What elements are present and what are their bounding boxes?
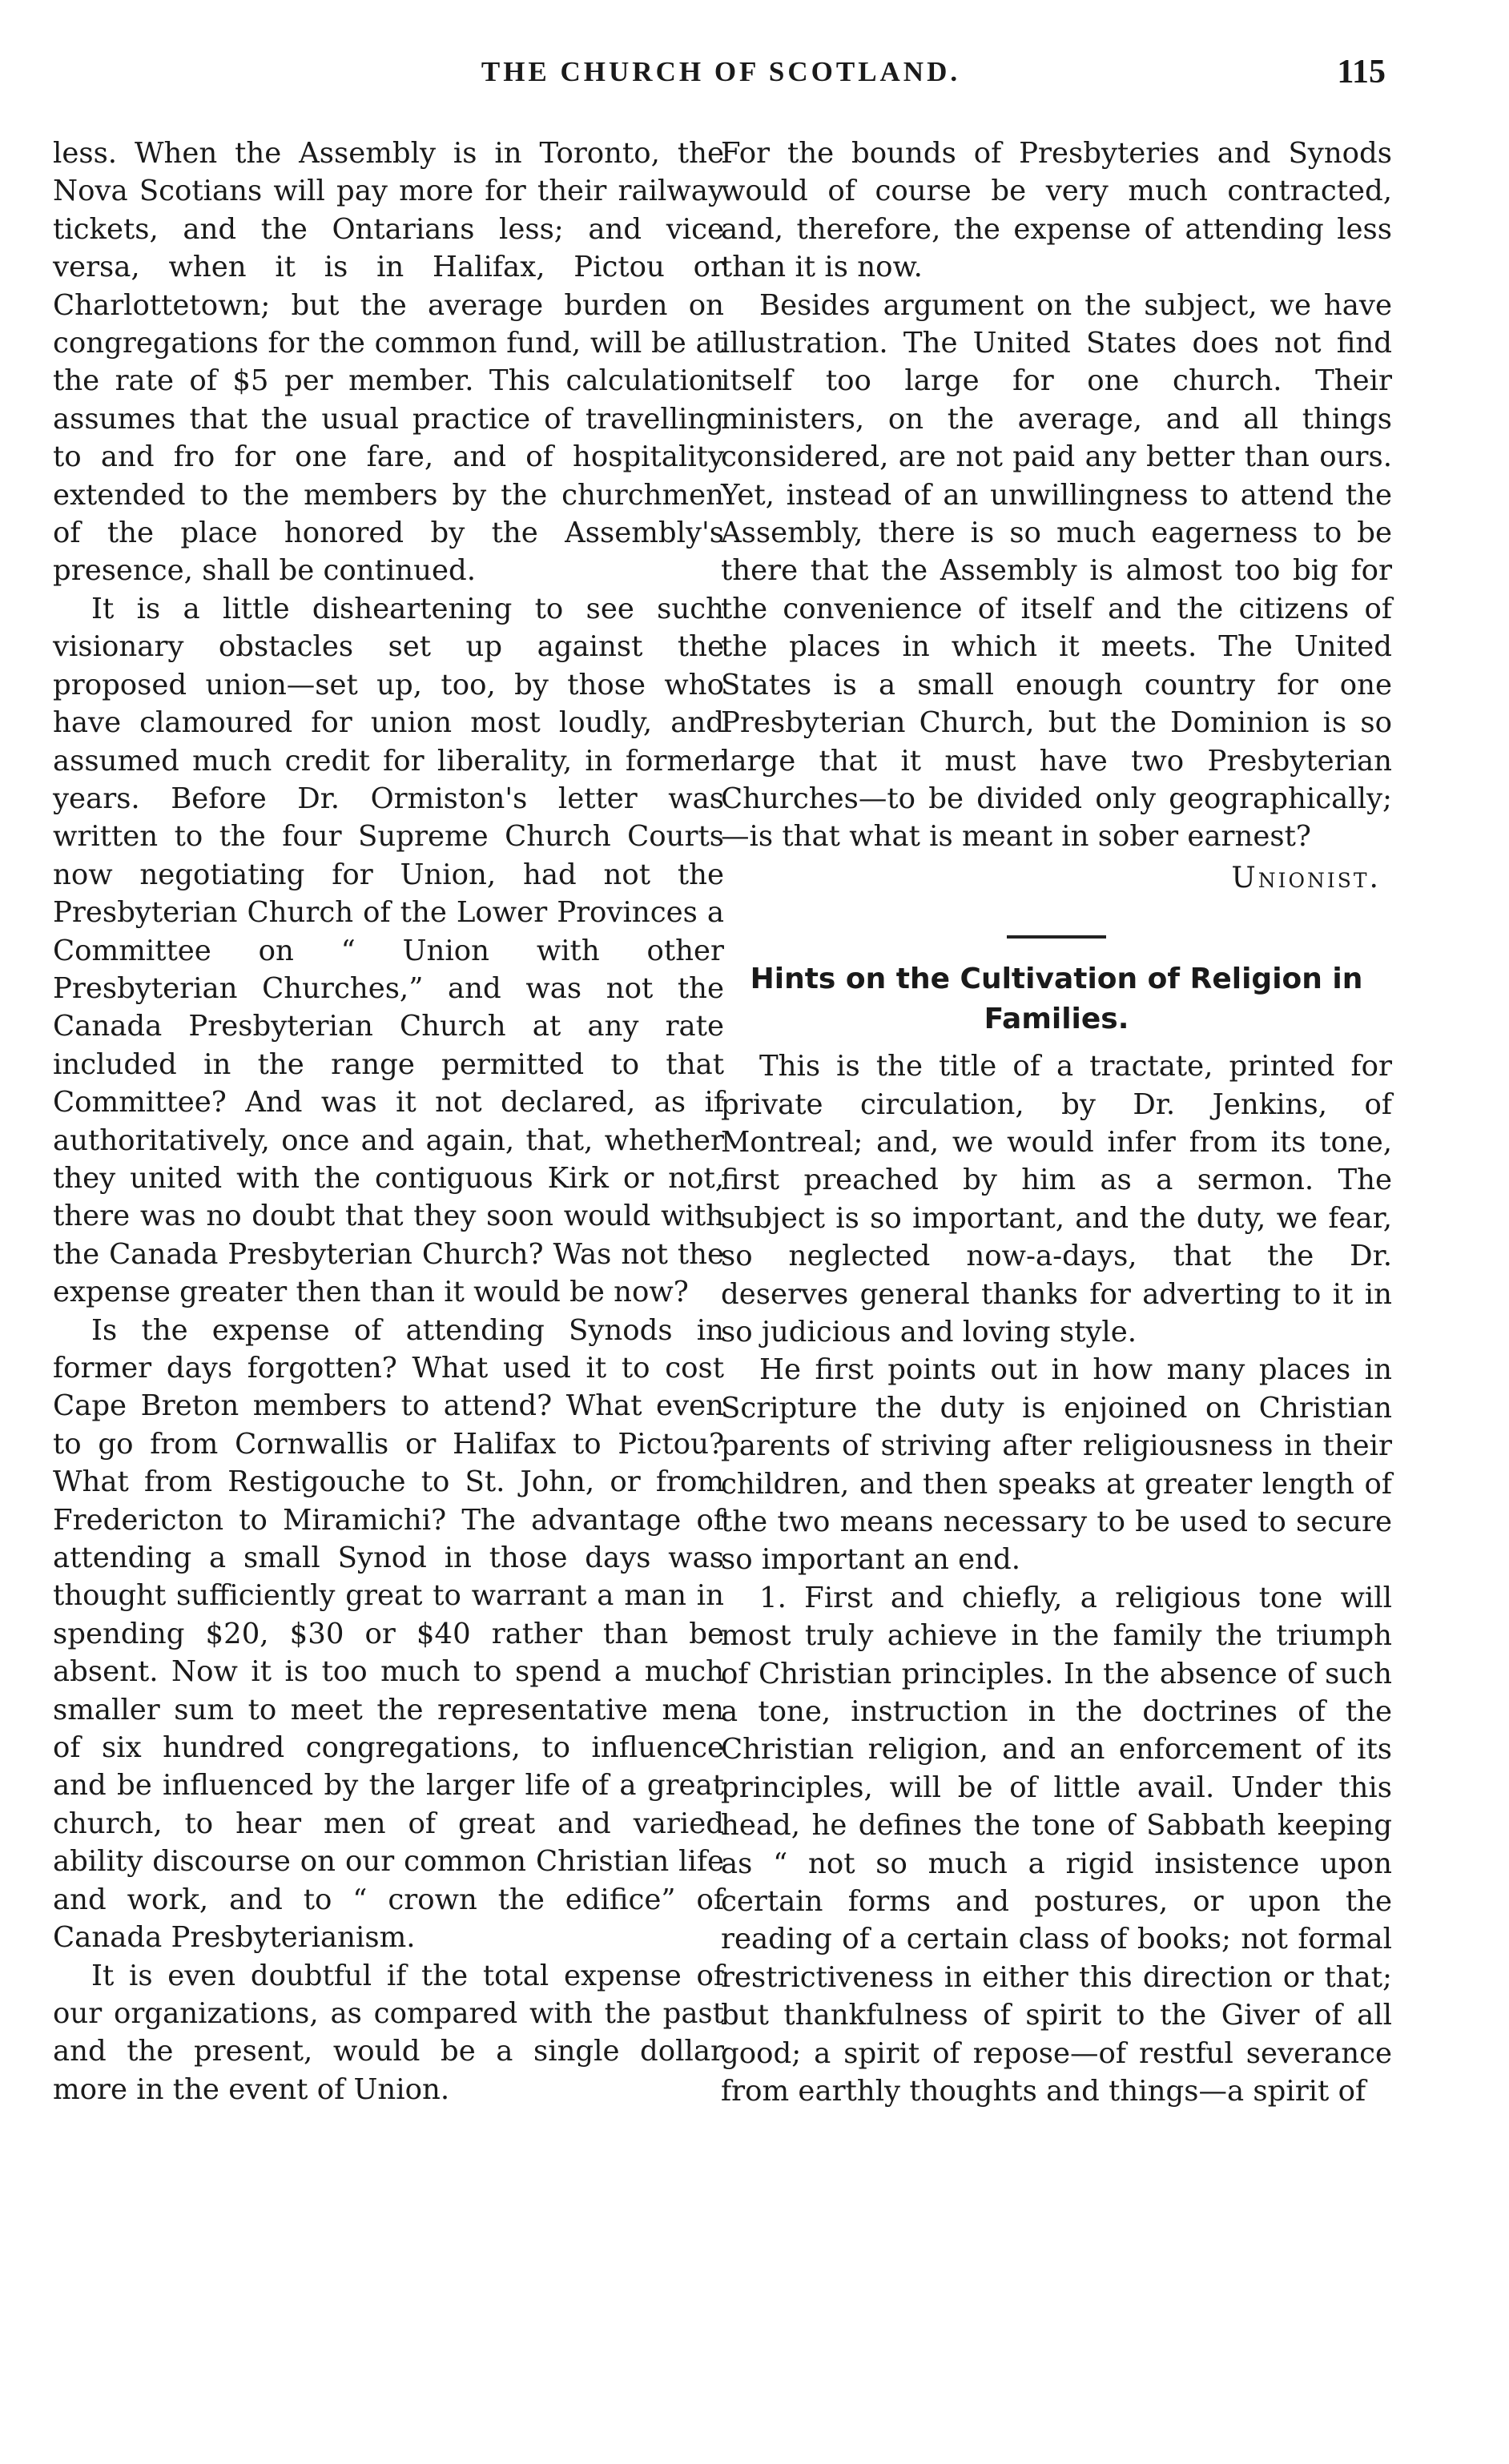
paragraph: It is even doubtful if the total expense of our organizations, as compared with the past and the present, would be a single dollar more in the event of Union. (53, 1959, 724, 2106)
running-title: THE CHURCH OF SCOTLAND. (481, 56, 961, 87)
paragraph: Besides argument on the subject, we have illustration. The United States does not find itself too large for one church. Their ministers, on the average, and all things considered, are not paid any better than ours. Yet, instead of an unwillingness to attend the Assembly, there is so much eagerness to be there that the Assembly is almost too big for the convenience of itself and the citizens of the places in which it meets. The United States is a small enough country for one Presbyterian Church, but the Dominion is so large that it must have two Presbyterian Churches—to be divided only geographically;—is that what is meant in sober earnest? (721, 288, 1392, 854)
paragraph: 1. First and chiefly, a religious tone will most truly achieve in the family the triumph of Christian principles. In the absence of such a tone, instruction in the doctrines of the Christian religion, and an enforcement of its principles, will be of little avail. Under this head, he defines the tone of Sabbath keeping as “ not so much a rigid insistence upon certain forms and postures, or upon the reading of a certain class of books; not formal restrictiveness in either this direction or that; but thankfulness of spirit to the Giver of all good; a spirit of repose—of restful severance from earthly thoughts and things—a spirit of (721, 1581, 1392, 2108)
paragraph: For the bounds of Presbyteries and Synods would of course be very much contracted, and, therefore, the expense of attending less than it is now. (721, 137, 1392, 284)
page-number: 115 (1337, 54, 1386, 90)
signature: Unionist. (1231, 861, 1381, 894)
left-column (53, 135, 724, 2108)
running-head (56, 50, 1386, 106)
paragraph: Is the expense of attending Synods in former days forgotten? What used it to cost Cape Breton members to attend? What even to go from Cornwallis or Halifax to Pictou? What from Restigouche to St. John, or from Fredericton to Miramichi? The advantage of attending a small Synod in those days was thought sufficiently great to warrant a man in spending $20, $30 or $40 rather than be absent. Now it is too much to spend a much smaller sum to meet the representative men of six hundred congregations, to influence and be influenced by the larger life of a great church, to hear men of great and varied ability discourse on our common Christian life and work, and to “ crown the edifice” of Canada Presbyterianism. (53, 1313, 724, 1955)
section-heading: Hints on the Cultivation of Religion in Families. (750, 963, 1363, 1036)
paragraph: It is a little disheartening to see such visionary obstacles set up against the proposed union—set up, too, by those who have clamoured for union most loudly, and assumed much credit for liberality, in former years. Before Dr. Ormiston's letter was written to the four Supreme Church Courts now negotiating for Union, had not the Presbyterian Church of the Lower Provinces a Committee on “ Union with other Presbyterian Churches,” and was not the Canada Presbyterian Church at any rate included in the range permitted to that Committee? And was it not declared, as if authoritatively, once and again, that, whether they united with the contiguous Kirk or not, there was no doubt that they soon would with the Canada Presbyterian Church? Was not the expense greater then than it would be now? (53, 592, 724, 1309)
section-divider (1007, 935, 1106, 939)
paragraph: less. When the Assembly is in Toronto, the Nova Scotians will pay more for their railway tickets, and the Ontarians less; and vice versa, when it is in Halifax, Pictou or Charlottetown; but the average burden on congregations for the common fund, will be at the rate of $5 per member. This calculation assumes that the usual practice of travelling to and fro for one fare, and of hospitality extended to the members by the churchmen of the place honored by the Assembly's presence, shall be continued. (53, 137, 724, 588)
paragraph: He first points out in how many places in Scripture the duty is enjoined on Christian parents of striving after religiousness in their children, and then speaks at greater length of the two means necessary to be used to secure so important an end. (721, 1353, 1392, 1577)
right-column (721, 135, 1392, 2111)
paragraph: This is the title of a tractate, printed for private circulation, by Dr. Jenkins, of Montreal; and, we would infer from its tone, first preached by him as a sermon. The subject is so important, and the duty, we fear, so neglected now-a-days, that the Dr. deserves general thanks for adverting to it in so judicious and loving style. (721, 1050, 1392, 1349)
